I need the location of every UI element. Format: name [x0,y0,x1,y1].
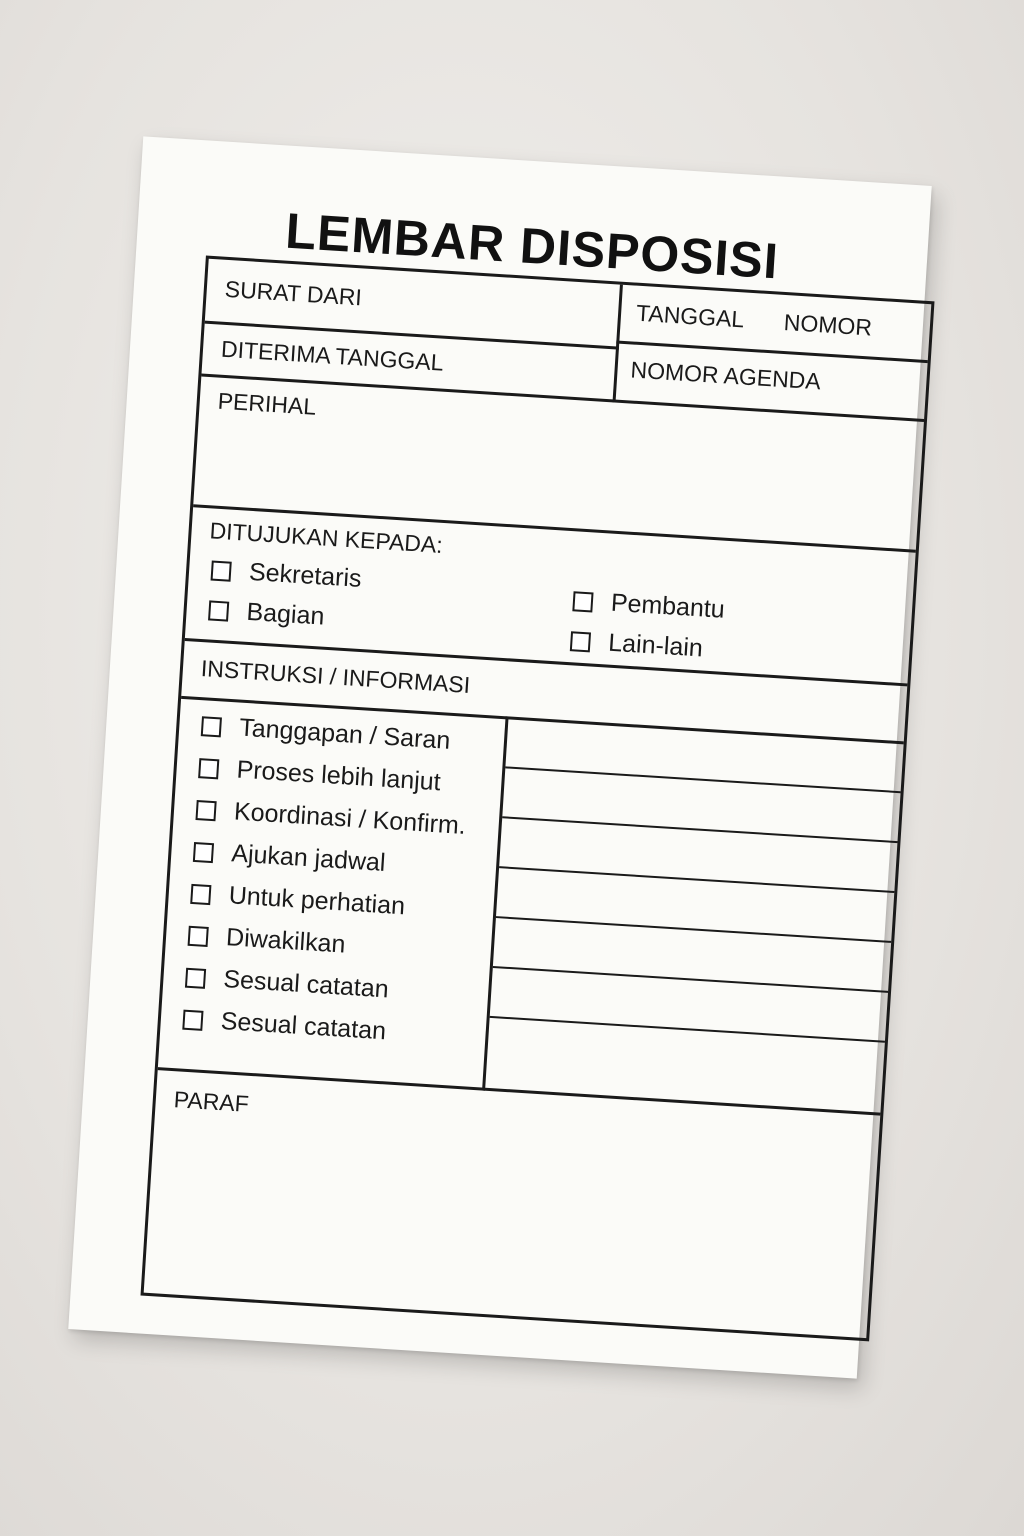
checkbox-sekretaris[interactable] [211,560,232,581]
checkbox-sesual-catatan[interactable] [185,967,206,988]
checkbox-pembantu[interactable] [572,591,593,612]
option-sekretaris[interactable] [210,556,362,594]
label-perihal: PERIHAL [217,387,317,420]
checkbox-untuk-perhatian[interactable] [190,883,211,904]
checkbox-ajukan-jadwal[interactable] [193,841,214,862]
notes-line [505,766,900,793]
notes-line [496,916,891,943]
option-label: Diwakilkan [225,923,347,959]
option-untuk-perhatian[interactable] [190,879,406,921]
option-pembantu[interactable] [572,586,725,624]
label-ditujukan-kepada: DITUJUKAN KEPADA: [208,517,444,558]
notes-line [502,816,897,843]
option-tanggapan-saran[interactable] [200,711,451,756]
label-surat-dari: SURAT DARI [224,275,363,311]
option-koordinasi-konfirm[interactable] [195,795,466,841]
option-label: Sesual catatan [220,1007,387,1046]
document-title: LEMBAR DISPOSISI [283,202,781,290]
divider-instruksi-column [482,716,509,1090]
label-diterima-tanggal: DITERIMA TANGGAL [220,335,445,376]
option-label: Untuk perhatian [227,881,406,921]
notes-line [493,966,888,993]
option-sesual-catatan[interactable] [185,963,390,1005]
label-instruksi-informasi: INSTRUKSI / INFORMASI [200,655,471,698]
divider-paraf-top [158,1067,881,1115]
checkbox-proses-lebih-lanjut[interactable] [198,758,219,779]
option-label: Tanggapan / Saran [238,713,452,755]
label-nomor: NOMOR [783,308,873,341]
notes-line [499,866,894,893]
option-diwakilkan[interactable] [187,921,346,960]
option-label: Sesual catatan [222,965,390,1004]
option-label: Ajukan jadwal [230,839,387,877]
checkbox-sesual-catatan[interactable] [182,1009,203,1030]
label-nomor-agenda: NOMOR AGENDA [629,356,822,395]
checkbox-bagian[interactable] [208,600,229,621]
disposition-sheet [68,136,931,1378]
option-label: Pembantu [610,588,726,624]
option-label: Sekretaris [248,557,363,593]
option-sesual-catatan[interactable] [182,1005,387,1047]
option-bagian[interactable] [208,595,325,631]
disposition-form [141,256,935,1342]
option-proses-lebih-lanjut[interactable] [198,753,442,797]
option-label: Lain-lain [607,628,704,663]
checkbox-lain-lain[interactable] [570,631,591,652]
option-lain-lain[interactable] [570,626,704,663]
option-label: Bagian [245,597,326,631]
option-label: Proses lebih lanjut [235,755,442,797]
checkbox-diwakilkan[interactable] [188,925,209,946]
label-tanggal: TANGGAL [635,299,746,333]
option-ajukan-jadwal[interactable] [193,837,387,878]
option-label: Koordinasi / Konfirm. [233,797,467,840]
label-paraf: PARAF [173,1086,250,1117]
checkbox-koordinasi-konfirm[interactable] [196,800,217,821]
notes-line [490,1016,885,1043]
checkbox-tanggapan-saran[interactable] [201,716,222,737]
